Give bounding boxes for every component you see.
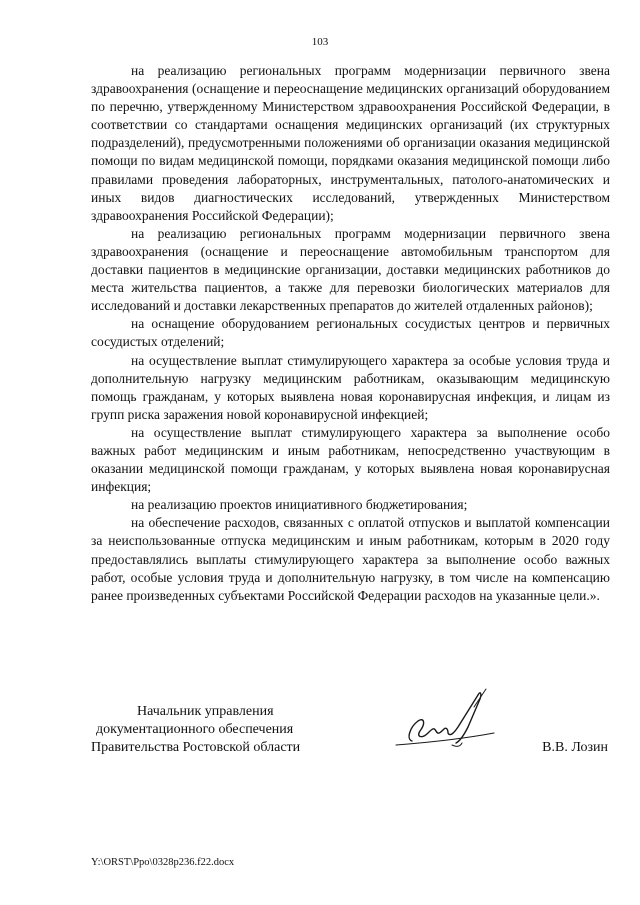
paragraph-vacation-compensation: на обеспечение расходов, связанных с оплатой отпусков и выплатой компенсации за неиспользованные отпуска медицинским и иным работникам, которым в 2020 году предоставлялись выплаты стимулирующего характера за выполнение особо важных работ, особые условия труда и дополнительную нагрузку, в том числе на компенсацию ранее произведенных субъектами Российской Федерации расходов на указанные цели.». <box>91 515 610 603</box>
paragraph-covid-payments-conditions: на осуществление выплат стимулирующего характера за особые условия труда и дополнительную нагрузку медицинским работникам, оказывающим медицинскую помощь гражданам, у которых выявлена новая коронавирусная инфекция, и лицам из групп риска заражения новой коронавирусной инфекцией; <box>91 352 610 422</box>
paragraph-vascular-centers: на оснащение оборудованием региональных сосудистых центров и первичных сосудистых отделений; <box>91 316 610 350</box>
page-number: 103 <box>311 36 329 48</box>
handwritten-signature <box>382 687 502 753</box>
file-path: Y:\ORST\Ppo\0328p236.f22.docx <box>91 857 235 868</box>
document-body <box>91 62 610 605</box>
signature-block <box>0 703 640 773</box>
position-title-line: документационного обеспечения <box>96 722 294 737</box>
paragraph-modernization-equipment: на реализацию региональных программ модернизации первичного звена здравоохранения (оснащение и переоснащение медицинских организаций оборудованием по перечню, утвержденному Министерством здравоохранения Российской Федерации, в соответствии со стандартами оснащения медицинских организаций (их структурных подразделений), предусмотренными положениями об организации оказания медицинской помощи по видам медицинской помощи, порядками оказания медицинской помощи либо правилами проведения лабораторных, инструментальных, патолого-анатомических и иных видов диагностических исследований, утвержденных Министерством здравоохранения Российской Федерации); <box>91 63 610 223</box>
position-title-line: Правительства Ростовской области <box>91 740 301 755</box>
position-title-line: Начальник управления <box>137 704 274 719</box>
paragraph-covid-payments-important-work: на осуществление выплат стимулирующего характера за выполнение особо важных работ медицинским и иным работникам, непосредственно участвующим в оказании медицинской помощи гражданам, у которых выявлена новая коронавирусная инфекция; <box>91 424 610 495</box>
paragraph-initiative-budgeting: на реализацию проектов инициативного бюджетирования; <box>131 497 468 513</box>
signatory-name: В.В. Лозин <box>542 740 608 755</box>
paragraph-modernization-transport: на реализацию региональных программ модернизации первичного звена здравоохранения (оснащение и переоснащение автомобильным транспортом для доставки пациентов в медицинские организации, доставки медицинских работников до места жительства пациентов, а также для перевозки биологических материалов для исследований и доставки лекарственных препаратов до жителей отдаленных районов); <box>91 225 610 314</box>
